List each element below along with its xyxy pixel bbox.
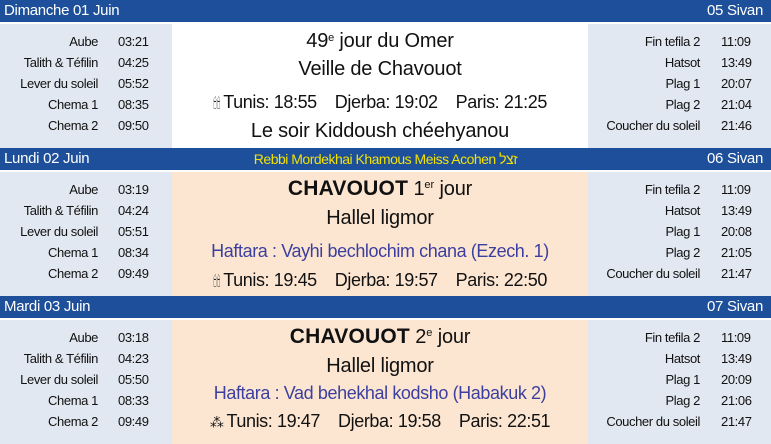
time-value: 04:24 xyxy=(118,203,149,218)
day-center xyxy=(172,320,588,444)
day-number: 2 xyxy=(409,326,427,348)
time-value: 13:49 xyxy=(721,203,752,218)
time-label: Chema 1 xyxy=(48,97,98,112)
day-block-3 xyxy=(0,296,771,444)
tunis-time: Tunis: 19:45 xyxy=(223,270,317,290)
time-label: Aube xyxy=(69,330,98,345)
time-value: 05:50 xyxy=(118,372,149,387)
hilloula-banner: Rebbi Mordekhai Khamous Meiss Acohen זצל xyxy=(253,151,518,167)
time-label: Hatsot xyxy=(664,351,700,366)
event-line: Veille de Chavouot xyxy=(298,58,462,80)
holiday-title xyxy=(172,177,588,201)
ordinal-suffix: e xyxy=(426,327,433,339)
ordinal-suffix: er xyxy=(424,179,435,191)
candles-icon: 🕯🕯 xyxy=(213,273,221,289)
time-value: 03:21 xyxy=(118,34,149,49)
time-value: 08:34 xyxy=(118,245,149,260)
time-value: 20:09 xyxy=(721,372,752,387)
day-date: Dimanche 01 Juin xyxy=(4,2,120,19)
time-label: Plag 1 xyxy=(665,76,700,91)
time-label: Hatsot xyxy=(664,203,700,218)
time-label: Fin tefila 2 xyxy=(644,330,700,345)
time-value: 11:09 xyxy=(721,330,751,345)
candles-icon: 🕯🕯 xyxy=(213,95,221,111)
day-body xyxy=(0,24,771,148)
time-value: 21:46 xyxy=(721,118,752,133)
time-value: 09:49 xyxy=(118,266,149,281)
paris-time: Paris: 21:25 xyxy=(455,92,547,112)
time-label: Lever du soleil xyxy=(20,224,98,239)
tunis-time: Tunis: 19:47 xyxy=(226,411,321,431)
time-value: 21:06 xyxy=(721,393,752,408)
time-value: 09:49 xyxy=(118,414,149,429)
time-label: Plag 2 xyxy=(665,245,700,260)
time-label: Coucher du soleil xyxy=(606,118,700,133)
candle-times xyxy=(172,270,588,291)
holiday-title xyxy=(172,325,588,349)
time-value: 05:52 xyxy=(118,76,149,91)
paris-time: Paris: 22:50 xyxy=(455,270,547,290)
time-label: Aube xyxy=(69,34,98,49)
time-label: Plag 2 xyxy=(665,97,700,112)
time-value: 20:08 xyxy=(721,224,752,239)
candle-times xyxy=(172,92,588,113)
time-value: 21:47 xyxy=(721,414,752,429)
time-value: 05:51 xyxy=(118,224,149,239)
day-body xyxy=(0,320,771,444)
time-value: 21:04 xyxy=(721,97,752,112)
djerba-time: Djerba: 19:58 xyxy=(338,411,441,431)
day-block-1 xyxy=(0,0,771,148)
time-label: Talith & Téfilin xyxy=(23,55,98,70)
time-value: 20:07 xyxy=(721,76,752,91)
time-label: Fin tefila 2 xyxy=(644,182,700,197)
time-value: 13:49 xyxy=(721,351,752,366)
time-label: Chema 2 xyxy=(48,118,98,133)
day-date: Lundi 02 Juin xyxy=(4,150,90,167)
hallel-line: Hallel ligmor xyxy=(326,207,434,229)
holiday-name: CHAVOUOT xyxy=(289,325,410,348)
time-value: 04:23 xyxy=(118,351,149,366)
omer-number: 49 xyxy=(306,30,329,52)
time-value: 11:09 xyxy=(721,182,751,197)
time-label: Plag 1 xyxy=(665,224,700,239)
havdala-icon: ⁂ xyxy=(209,414,224,430)
day-block-2 xyxy=(0,148,771,296)
ordinal-suffix: e xyxy=(328,32,335,44)
time-value: 21:47 xyxy=(721,266,752,281)
day-center xyxy=(172,172,588,296)
haftara-line: Haftara : Vayhi bechlochim chana (Ezech. 1) xyxy=(211,241,549,261)
time-label: Chema 2 xyxy=(48,266,98,281)
time-label: Talith & Téfilin xyxy=(23,351,98,366)
time-label: Hatsot xyxy=(664,55,700,70)
time-label: Chema 1 xyxy=(48,393,98,408)
time-label: Talith & Téfilin xyxy=(23,203,98,218)
day-word: jour xyxy=(434,178,473,200)
time-value: 04:25 xyxy=(118,55,149,70)
day-body xyxy=(0,172,771,296)
day-header xyxy=(0,148,771,170)
hebrew-date: 06 Sivan xyxy=(707,150,763,167)
tunis-time: Tunis: 18:55 xyxy=(223,92,317,112)
haftara-line: Haftara : Vad behekhal kodsho (Habakuk 2) xyxy=(213,383,547,403)
hallel-line: Hallel ligmor xyxy=(326,355,434,377)
time-label: Coucher du soleil xyxy=(606,414,700,429)
day-date: Mardi 03 Juin xyxy=(4,298,91,315)
time-value: 03:19 xyxy=(118,182,149,197)
time-label: Aube xyxy=(69,182,98,197)
time-label: Chema 2 xyxy=(48,414,98,429)
time-label: Chema 1 xyxy=(48,245,98,260)
time-label: Plag 1 xyxy=(665,372,700,387)
time-value: 09:50 xyxy=(118,118,149,133)
holiday-name: CHAVOUOT xyxy=(287,177,409,200)
time-value: 21:05 xyxy=(721,245,752,260)
day-center xyxy=(172,24,588,148)
day-word: jour xyxy=(432,326,471,348)
havdala-times xyxy=(172,411,588,432)
time-label: Coucher du soleil xyxy=(606,266,700,281)
time-label: Lever du soleil xyxy=(20,76,98,91)
time-label: Plag 2 xyxy=(665,393,700,408)
time-value: 08:35 xyxy=(118,97,149,112)
time-label: Fin tefila 2 xyxy=(644,34,700,49)
hebrew-date: 07 Sivan xyxy=(707,298,763,315)
time-value: 03:18 xyxy=(118,330,149,345)
omer-line xyxy=(172,30,588,53)
djerba-time: Djerba: 19:02 xyxy=(334,92,438,112)
day-number: 1 xyxy=(408,178,425,200)
paris-time: Paris: 22:51 xyxy=(458,411,551,431)
day-header xyxy=(0,296,771,318)
day-header xyxy=(0,0,771,22)
time-value: 08:33 xyxy=(118,393,149,408)
omer-text: jour du Omer xyxy=(334,30,454,52)
time-value: 13:49 xyxy=(721,55,752,70)
djerba-time: Djerba: 19:57 xyxy=(334,270,438,290)
time-label: Lever du soleil xyxy=(20,372,98,387)
hebrew-date: 05 Sivan xyxy=(707,2,763,19)
time-value: 11:09 xyxy=(721,34,751,49)
kiddoush-line: Le soir Kiddoush chéehyanou xyxy=(250,120,510,142)
